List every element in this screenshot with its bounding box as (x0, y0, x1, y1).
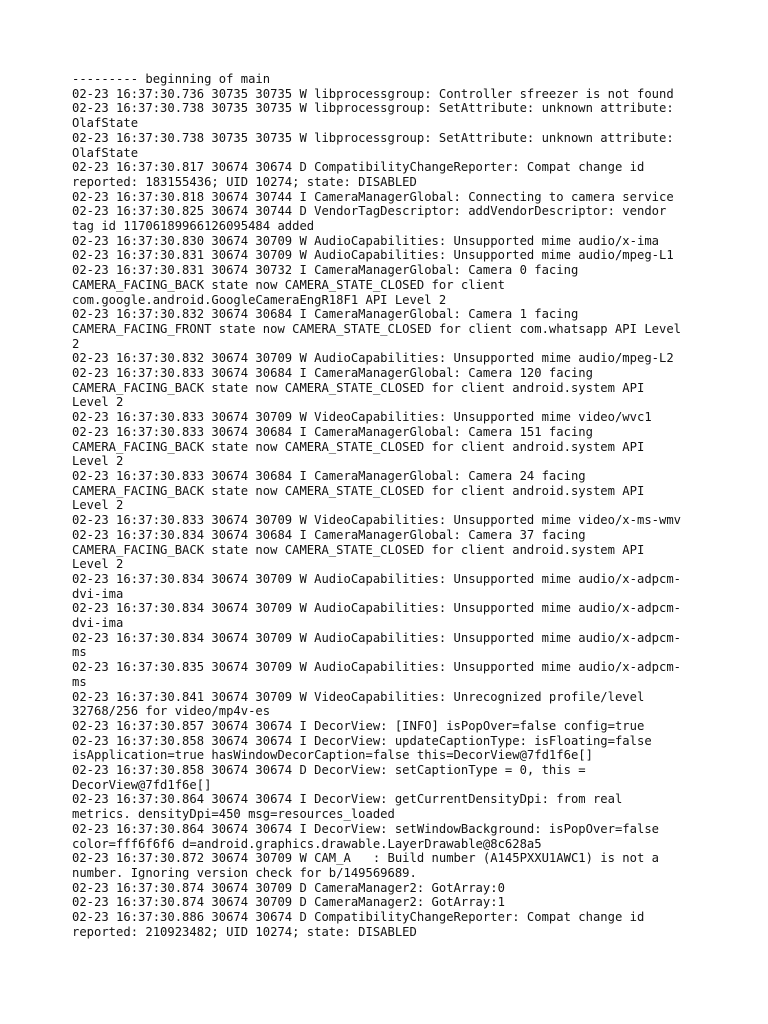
log-line: 02-23 16:37:30.833 30674 30709 W VideoCapabilities: Unsupported mime video/wvc1 (72, 410, 652, 425)
log-line: 02-23 16:37:30.858 30674 30674 I DecorView: updateCaptionType: isFloating=false (72, 733, 652, 748)
log-line: CAMERA_FACING_BACK state now CAMERA_STATE_CLOSED for client android.system API (72, 483, 645, 498)
log-line: 02-23 16:37:30.874 30674 30709 D CameraManager2: GotArray:0 (72, 880, 505, 895)
log-line: 02-23 16:37:30.832 30674 30709 W AudioCapabilities: Unsupported mime audio/mpeg-L2 (72, 351, 674, 366)
log-line: 32768/256 for video/mp4v-es (72, 704, 271, 719)
log-line: 2 (72, 336, 80, 351)
log-line: 02-23 16:37:30.817 30674 30674 D CompatibilityChangeReporter: Compat change id (72, 160, 645, 175)
log-line: reported: 183155436; UID 10274; state: DISABLED (72, 174, 417, 189)
log-line: 02-23 16:37:30.886 30674 30674 D CompatibilityChangeReporter: Compat change id (72, 910, 645, 925)
log-line: Level 2 (72, 498, 124, 513)
log-line: dvi-ima (72, 586, 124, 601)
log-line: CAMERA_FACING_BACK state now CAMERA_STATE_CLOSED for client (72, 277, 505, 292)
log-line: 02-23 16:37:30.833 30674 30709 W VideoCapabilities: Unsupported mime video/x-ms-wmv (72, 513, 682, 528)
log-line: Level 2 (72, 557, 124, 572)
log-line: CAMERA_FACING_BACK state now CAMERA_STATE_CLOSED for client android.system API (72, 380, 645, 395)
log-line: 02-23 16:37:30.864 30674 30674 I DecorView: getCurrentDensityDpi: from real (72, 792, 623, 807)
log-line: 02-23 16:37:30.831 30674 30732 I CameraManagerGlobal: Camera 0 facing (72, 263, 579, 278)
log-line: Level 2 (72, 395, 124, 410)
log-line: 02-23 16:37:30.738 30735 30735 W libprocessgroup: SetAttribute: unknown attribute: (72, 130, 674, 145)
log-line: 02-23 16:37:30.833 30674 30684 I CameraManagerGlobal: Camera 120 facing (72, 366, 593, 381)
log-line: 02-23 16:37:30.874 30674 30709 D CameraManager2: GotArray:1 (72, 895, 505, 910)
log-line: --------- beginning of main (72, 72, 271, 86)
log-line: ms (72, 674, 87, 689)
log-line: metrics. densityDpi=450 msg=resources_loaded (72, 807, 395, 822)
log-line: 02-23 16:37:30.872 30674 30709 W CAM_A : Build number (A145PXXU1AWC1) is not a (72, 851, 659, 866)
log-line: CAMERA_FACING_BACK state now CAMERA_STATE_CLOSED for client android.system API (72, 542, 645, 557)
log-line: color=fff6f6f6 d=android.graphics.drawable.LayerDrawable@8c628a5 (72, 836, 542, 851)
log-output (72, 72, 702, 939)
log-line: 02-23 16:37:30.831 30674 30709 W AudioCapabilities: Unsupported mime audio/mpeg-L1 (72, 248, 674, 263)
log-line: 02-23 16:37:30.857 30674 30674 I DecorView: [INFO] isPopOver=false config=true (72, 718, 645, 733)
log-line: 02-23 16:37:30.834 30674 30684 I CameraManagerGlobal: Camera 37 facing (72, 527, 586, 542)
log-line: 02-23 16:37:30.841 30674 30709 W VideoCapabilities: Unrecognized profile/level (72, 689, 645, 704)
log-line: isApplication=true hasWindowDecorCaption=false this=DecorView@7fd1f6e[] (72, 748, 593, 763)
log-line: 02-23 16:37:30.738 30735 30735 W libprocessgroup: SetAttribute: unknown attribute: (72, 101, 674, 116)
log-line: com.google.android.GoogleCameraEngR18F1 API Level 2 (72, 292, 447, 307)
log-line: tag id 11706189966126095484 added (72, 219, 315, 234)
log-line: 02-23 16:37:30.864 30674 30674 I DecorView: setWindowBackground: isPopOver=false (72, 821, 659, 836)
log-line: 02-23 16:37:30.858 30674 30674 D DecorView: setCaptionType = 0, this = (72, 763, 586, 778)
log-line: reported: 210923482; UID 10274; state: DISABLED (72, 924, 417, 939)
log-line: 02-23 16:37:30.834 30674 30709 W AudioCapabilities: Unsupported mime audio/x-adpcm- (72, 601, 682, 616)
log-line: 02-23 16:37:30.830 30674 30709 W AudioCapabilities: Unsupported mime audio/x-ima (72, 233, 659, 248)
log-line: 02-23 16:37:30.832 30674 30684 I CameraManagerGlobal: Camera 1 facing (72, 307, 579, 322)
log-line: dvi-ima (72, 616, 124, 631)
log-line: number. Ignoring version check for b/149569689. (72, 865, 417, 880)
log-line: 02-23 16:37:30.833 30674 30684 I CameraManagerGlobal: Camera 151 facing (72, 424, 593, 439)
log-line: 02-23 16:37:30.825 30674 30744 D VendorTagDescriptor: addVendorDescriptor: vendor (72, 204, 667, 219)
log-line: 02-23 16:37:30.818 30674 30744 I CameraManagerGlobal: Connecting to camera service (72, 189, 674, 204)
log-line: OlafState (72, 145, 139, 160)
log-line: 02-23 16:37:30.835 30674 30709 W AudioCapabilities: Unsupported mime audio/x-adpcm- (72, 660, 682, 675)
log-line: CAMERA_FACING_FRONT state now CAMERA_STATE_CLOSED for client com.whatsapp API Level (72, 321, 682, 336)
log-line: ms (72, 645, 87, 660)
log-line: 02-23 16:37:30.834 30674 30709 W AudioCapabilities: Unsupported mime audio/x-adpcm- (72, 630, 682, 645)
log-line: 02-23 16:37:30.736 30735 30735 W libprocessgroup: Controller sfreezer is not found (72, 86, 674, 101)
log-line: Level 2 (72, 454, 124, 469)
log-line: 02-23 16:37:30.833 30674 30684 I CameraManagerGlobal: Camera 24 facing (72, 468, 586, 483)
log-line: OlafState (72, 116, 139, 131)
log-line: 02-23 16:37:30.834 30674 30709 W AudioCapabilities: Unsupported mime audio/x-adpcm- (72, 571, 682, 586)
log-line: DecorView@7fd1f6e[] (72, 777, 212, 792)
log-line: CAMERA_FACING_BACK state now CAMERA_STATE_CLOSED for client android.system API (72, 439, 645, 454)
